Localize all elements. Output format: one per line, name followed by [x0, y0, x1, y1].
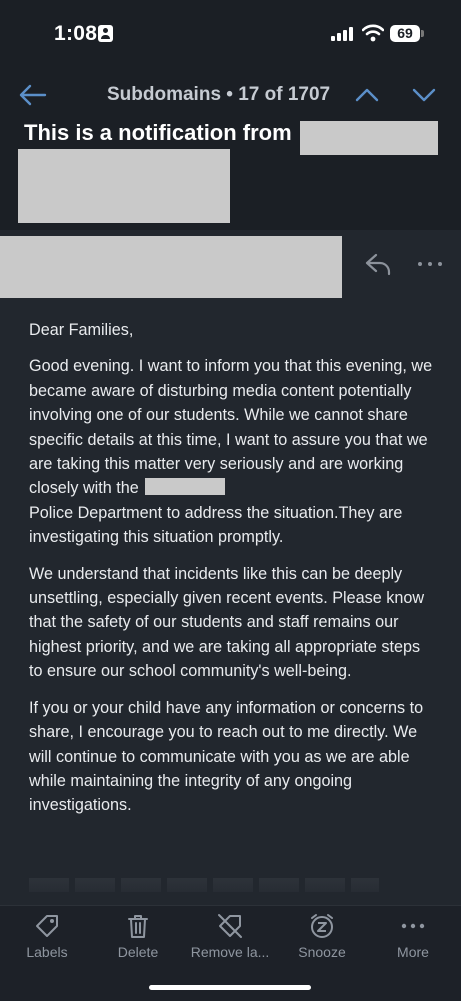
status-bar	[0, 0, 461, 70]
battery-icon	[421, 30, 424, 37]
home-indicator[interactable]	[149, 985, 311, 990]
more-button[interactable]	[371, 912, 455, 964]
snooze-clock-icon	[308, 912, 336, 940]
body-paragraph-1-cont: Police Department to address the situation.They are investigating this situation promptly.	[29, 503, 403, 547]
greeting: Dear Families,	[29, 321, 134, 339]
message-card	[0, 230, 461, 905]
remove-label-button[interactable]	[188, 912, 272, 964]
chevron-up-icon[interactable]	[354, 84, 380, 106]
remove-label-label: Remove la...	[190, 944, 270, 960]
tag-icon	[33, 912, 61, 940]
fade-overlay	[0, 870, 461, 905]
delete-label: Delete	[117, 944, 159, 960]
reply-icon[interactable]	[364, 250, 392, 278]
labels-label: Labels	[26, 944, 68, 960]
trash-icon	[124, 912, 152, 940]
back-arrow-icon[interactable]	[18, 82, 48, 108]
subject-redaction	[300, 121, 438, 155]
body-paragraph-3: If you or your child have any information or concerns to share, I encourage you to reach out to me directly. We will continue to communicate with you as we are able while maintaining the integrity of any ongoing investigations.	[29, 698, 424, 815]
nav-title-text: Subdomains • 17 of 1707	[107, 84, 331, 105]
battery-level: 69	[390, 25, 420, 42]
message-header	[0, 70, 461, 230]
cellular-signal-icon	[331, 27, 355, 41]
snooze-button[interactable]	[280, 912, 364, 964]
wifi-icon	[362, 24, 384, 42]
contact-card-icon	[98, 25, 113, 42]
delete-button[interactable]	[96, 912, 180, 964]
more-dots-icon	[399, 912, 427, 940]
status-time: 1:08	[54, 22, 98, 45]
labels-button[interactable]	[5, 912, 89, 964]
snooze-label: Snooze	[298, 944, 346, 960]
body-paragraph-2: We understand that incidents like this can be deeply unsettling, especially given recent events. Please know that the safety of our students and staff remains our highest priority, and we are taking all appropriate steps to ensure our school community's well-being.	[29, 564, 425, 681]
chevron-down-icon[interactable]	[411, 84, 437, 106]
subject-redaction-2	[18, 149, 230, 223]
body-paragraph-1: Good evening. I want to inform you that this evening, we became aware of disturbing media content potentially involving one of our students. While we cannot share specific details at this time, I want to assure you that we are taking this matter very seriously and are working closely with the	[29, 357, 433, 498]
tag-off-icon	[216, 912, 244, 940]
email-body	[29, 318, 434, 830]
more-horizontal-icon[interactable]	[416, 250, 444, 278]
sender-redaction	[0, 236, 342, 298]
more-label: More	[397, 944, 429, 960]
email-subject: This is a notification from	[24, 120, 292, 145]
police-name-redaction	[145, 478, 225, 495]
